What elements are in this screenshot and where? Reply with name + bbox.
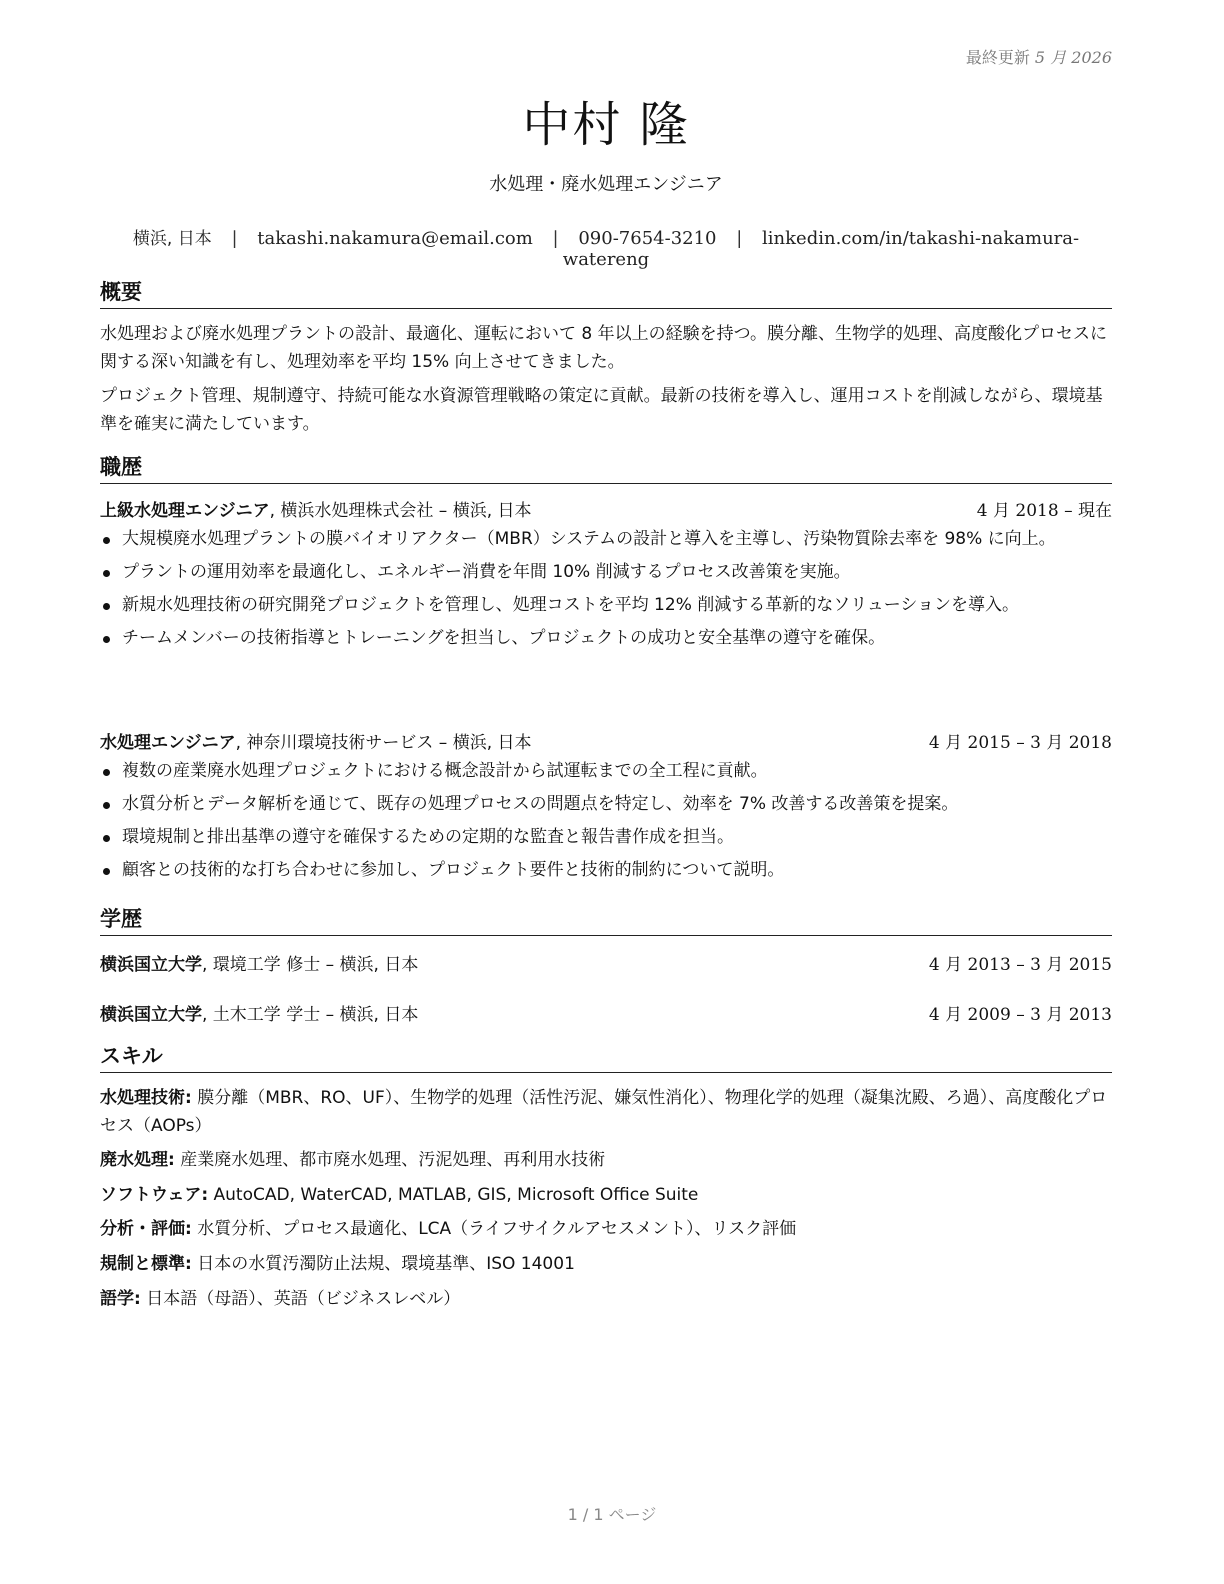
- education-school: 横浜国立大学: [100, 1005, 202, 1025]
- page-number: 1 / 1 ページ: [567, 1505, 657, 1524]
- job-bullet: 顧客との技術的な打ち合わせに参加し、プロジェクト要件と技術的制約について説明。: [100, 857, 1112, 884]
- resume-page: [100, 0, 1112, 1584]
- job-bullets: [100, 758, 1112, 890]
- job-bullet: 水質分析とデータ解析を通じて、既存の処理プロセスの問題点を特定し、効率を 7% 改善する改善策を提案。: [100, 791, 1112, 818]
- skill-value: 水質分析、プロセス最適化、LCA（ライフサイクルアセスメント）、リスク評価: [191, 1219, 797, 1239]
- skill-value: 膜分離（MBR、RO、UF）、生物学的処理（活性汚泥、嫌気性消化）、物理化学的処理（凝集沈殿、ろ過）、高度酸化プロセス（AOPs）: [100, 1088, 1108, 1136]
- section-heading-education: 学歴: [100, 903, 1112, 936]
- contact-location: 横浜, 日本: [132, 229, 212, 249]
- education-line: [100, 950, 418, 975]
- job-bullet: プラントの運用効率を最適化し、エネルギー消費を年間 10% 削減するプロセス改善策を実施。: [100, 559, 1112, 586]
- job-org: , 横浜水処理株式会社 – 横浜, 日本: [269, 501, 532, 521]
- contact-separator: |: [231, 228, 238, 249]
- education-school: 横浜国立大学: [100, 955, 202, 975]
- candidate-name: 中村 隆: [522, 97, 690, 153]
- education-line: [100, 1000, 418, 1025]
- skill-item: [100, 1084, 1112, 1140]
- contact-separator: |: [736, 228, 743, 249]
- section-heading-summary: 概要: [100, 276, 1112, 309]
- summary-paragraph: 水処理および廃水処理プラントの設計、最適化、運転において 8 年以上の経験を持つ。膜分離、生物学的処理、高度酸化プロセスに関する深い知識を有し、処理効率を平均 15% 向上させてきました。: [100, 324, 1107, 372]
- job-bullet: 環境規制と排出基準の遵守を確保するための定期的な監査と報告書作成を担当。: [100, 824, 1112, 851]
- contact-email[interactable]: takashi.nakamura@email.com: [257, 228, 533, 249]
- skill-item: [100, 1181, 1112, 1209]
- skill-label: ソフトウェア:: [100, 1185, 209, 1205]
- education-item: [100, 950, 1112, 975]
- job-bullet: 複数の産業廃水処理プロジェクトにおける概念設計から試運転までの全工程に貢献。: [100, 758, 1112, 785]
- job-title-line: [100, 728, 532, 753]
- job-dates: 4 月 2018 – 現在: [976, 501, 1112, 521]
- skill-item: [100, 1285, 1112, 1313]
- education-dates: 4 月 2009 – 3 月 2013: [928, 1005, 1112, 1025]
- contact-phone[interactable]: 090-7654-3210: [578, 228, 717, 249]
- skill-value: AutoCAD, WaterCAD, MATLAB, GIS, Microsoft Office Suite: [208, 1185, 699, 1205]
- last-updated-label: 最終更新: [965, 48, 1030, 67]
- skill-item: [100, 1250, 1112, 1278]
- education-item: [100, 1000, 1112, 1025]
- job-role: 水処理エンジニア: [100, 733, 236, 753]
- candidate-title: 水処理・廃水処理エンジニア: [489, 174, 723, 195]
- job-header: [100, 728, 1112, 753]
- skill-value: 日本語（母語）、英語（ビジネスレベル）: [140, 1289, 461, 1309]
- skill-label: 水処理技術:: [100, 1088, 192, 1108]
- skill-label: 語学:: [100, 1289, 141, 1309]
- skill-label: 廃水処理:: [100, 1150, 175, 1170]
- job-header: [100, 496, 1112, 521]
- contact-linkedin[interactable]: linkedin.com/in/takashi-nakamura-watereng: [562, 228, 1080, 270]
- contact-line: [100, 224, 1112, 270]
- job-bullets: [100, 526, 1112, 658]
- section-heading-experience: 職歴: [100, 451, 1112, 484]
- job-bullet: 大規模廃水処理プラントの膜バイオリアクター（MBR）システムの設計と導入を主導し、汚染物質除去率を 98% に向上。: [100, 526, 1112, 553]
- job-org: , 神奈川環境技術サービス – 横浜, 日本: [235, 733, 532, 753]
- job-title-line: [100, 496, 532, 521]
- skill-value: 産業廃水処理、都市廃水処理、汚泥処理、再利用水技術: [174, 1150, 606, 1170]
- section-heading-skills: スキル: [100, 1040, 1112, 1073]
- last-updated: [966, 45, 1112, 68]
- job-bullet: 新規水処理技術の研究開発プロジェクトを管理し、処理コストを平均 12% 削減する革新的なソリューションを導入。: [100, 592, 1112, 619]
- skill-item: [100, 1215, 1112, 1243]
- education-detail: , 環境工学 修士 – 横浜, 日本: [202, 955, 419, 975]
- last-updated-date: 5 月 2026: [1034, 48, 1112, 67]
- education-detail: , 土木工学 学士 – 横浜, 日本: [202, 1005, 419, 1025]
- skill-label: 分析・評価:: [100, 1219, 192, 1239]
- job-role: 上級水処理エンジニア: [100, 501, 270, 521]
- skill-item: [100, 1146, 1112, 1174]
- contact-separator: |: [552, 228, 559, 249]
- skill-label: 規制と標準:: [100, 1254, 192, 1274]
- education-dates: 4 月 2013 – 3 月 2015: [928, 955, 1112, 975]
- job-dates: 4 月 2015 – 3 月 2018: [928, 733, 1112, 753]
- skill-value: 日本の水質汚濁防止法規、環境基準、ISO 14001: [191, 1254, 575, 1274]
- summary-paragraph: プロジェクト管理、規制遵守、持続可能な水資源管理戦略の策定に貢献。最新の技術を導入し、運用コストを削減しながら、環境基準を確実に満たしています。: [100, 386, 1103, 434]
- job-bullet: チームメンバーの技術指導とトレーニングを担当し、プロジェクトの成功と安全基準の遵守を確保。: [100, 625, 1112, 652]
